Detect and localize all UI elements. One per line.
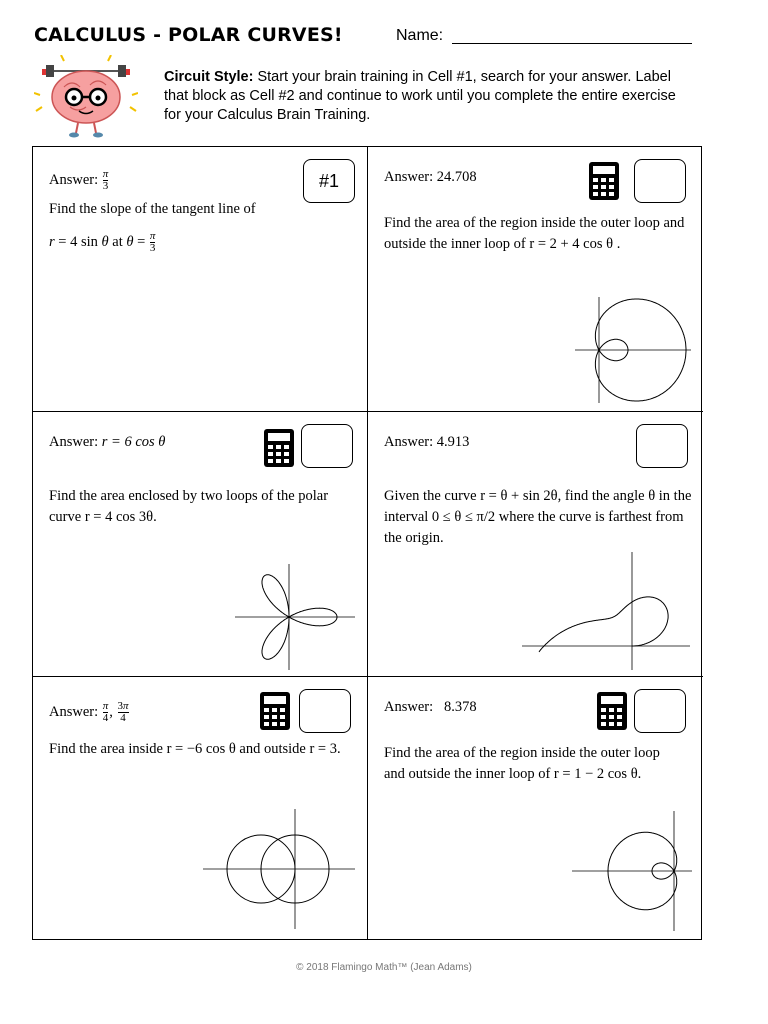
cell-number-box[interactable] [636, 424, 688, 468]
answer [384, 169, 477, 186]
answer [49, 434, 165, 451]
calculator-icon [259, 691, 291, 731]
cell-1 [33, 147, 368, 412]
polar-graph-limacon [573, 295, 693, 405]
answer [384, 699, 477, 716]
answer-label: Answer: [384, 699, 434, 715]
cell-number-box[interactable] [634, 159, 686, 203]
cell-3 [33, 412, 368, 677]
question-text: Find the area enclosed by two loops of the polar curve r = 4 cos 3θ. [49, 488, 329, 525]
answer-value: $\frac{\pi}{3}$ [102, 168, 109, 192]
cell-number-box[interactable] [301, 424, 353, 468]
answer-value: 4.913 [436, 434, 470, 450]
answer: Answer: $\frac{\pi}{4}$ , $\frac{3\pi}{4}$ [49, 700, 129, 724]
instructions [164, 68, 694, 125]
cell-4 [368, 412, 703, 677]
question-text: Find the slope of the tangent line of [49, 201, 256, 217]
answer-value: 24.708 [436, 169, 477, 185]
question-text: Given the curve r = θ + sin 2θ, find the angle θ in the interval 0 ≤ θ ≤ π/2 where the curve is farthest from the origin. [384, 488, 692, 546]
cell-number-box[interactable] [634, 689, 686, 733]
question-text: Find the area of the region inside the outer loop and outside the inner loop of r = 2 + 4 cos θ . [384, 215, 685, 252]
answer-value-2: $\frac{3\pi}{4}$ [117, 700, 129, 724]
calculator-icon [263, 428, 295, 468]
circuit-grid [32, 146, 702, 940]
answer-label: Answer: [49, 171, 99, 188]
answer-value-1: $\frac{\pi}{4}$ [102, 700, 109, 724]
polar-graph-limacon-inner-loop [570, 809, 694, 933]
answer [49, 169, 109, 192]
answer [384, 434, 469, 451]
answer-label: Answer: [384, 169, 434, 185]
name-field[interactable] [452, 43, 692, 44]
calculator-icon [596, 691, 628, 731]
page-title: CALCULUS - POLAR CURVES! [34, 24, 343, 46]
instructions-label: Circuit Style: [164, 69, 254, 85]
cell-number-box[interactable]: #1 [303, 159, 355, 203]
answer-label: Answer: [384, 434, 434, 450]
copyright-footer: © 2018 Flamingo Math™ (Jean Adams) [296, 962, 472, 973]
cell-6 [368, 677, 703, 939]
instructions-text: Start your brain training in Cell #1, search for your answer. Label that block as Cell #2 and continue to work until you complete the entire exercise for your Calculus Brain Training. [164, 69, 676, 123]
polar-graph-circles [201, 807, 357, 931]
answer-label: Answer: [49, 434, 99, 450]
cell-5 [33, 677, 368, 939]
answer-value: r = 6 cos θ [101, 434, 166, 450]
cell-number-box[interactable] [299, 689, 351, 733]
polar-graph-rose [233, 562, 357, 672]
calculator-icon [588, 161, 620, 201]
polar-graph-spiral [520, 550, 692, 672]
cell-2 [368, 147, 703, 412]
question-text: Find the area of the region inside the outer loop and outside the inner loop of r = 1 − 2 cos θ. [384, 745, 660, 782]
answer-value: 8.378 [444, 699, 477, 715]
answer-label: Answer: [49, 703, 99, 720]
question-text: Find the area inside r = −6 cos θ and outside r = 3. [49, 741, 341, 757]
question-equation: r = 4 sin θ at θ = $\frac{\pi}{3}$ [49, 230, 156, 254]
brain-mascot-icon [34, 55, 138, 139]
name-label: Name: [396, 27, 444, 44]
